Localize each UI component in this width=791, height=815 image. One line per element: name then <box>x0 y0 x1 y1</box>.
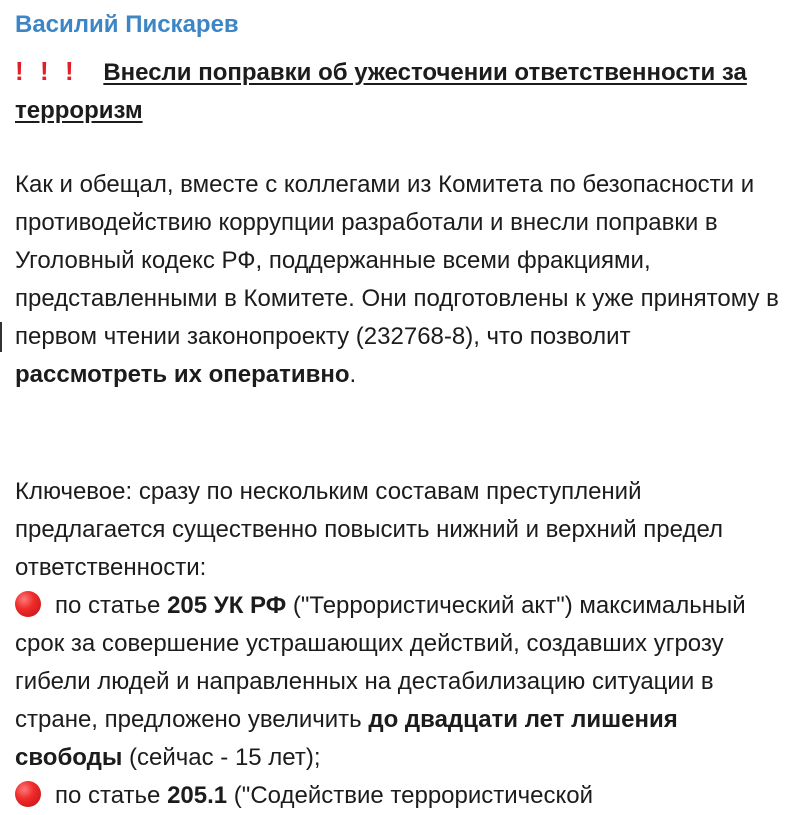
red-circle-icon <box>15 591 41 617</box>
author-name[interactable]: Василий Пискарев <box>15 11 239 38</box>
item-bold: до двадцати лет лишения свободы <box>15 706 678 771</box>
item-text: ("Террористический акт") максимальный срок за совершение устрашающих действий, создавших угрозу гибели людей и направленных на дестабилизацию ситуации в стране, предложено увеличить <box>15 592 746 733</box>
headline <box>15 52 785 130</box>
paragraph-intro <box>15 166 785 394</box>
paragraph-tail: . <box>349 361 357 388</box>
item-text: ("Содействие террористической <box>227 782 594 809</box>
exclamation-icon: ! <box>15 56 24 86</box>
paragraph-bold: рассмотреть их оперативно <box>15 361 350 388</box>
text-cursor <box>0 322 2 352</box>
paragraph-key <box>15 473 785 815</box>
headline-title: Внесли поправки об ужесточении ответственности за терроризм <box>15 59 747 124</box>
red-circle-icon <box>15 781 41 807</box>
item-pre: по статье <box>55 782 168 809</box>
exclamation-icon: ! <box>40 56 49 86</box>
item-tail: (сейчас - 15 лет); <box>122 744 321 771</box>
key-intro: Ключевое: сразу по нескольким составам преступлений предлагается существенно повысить нижний и верхний предел ответственности: <box>15 478 723 581</box>
item-article: 205 УК РФ <box>167 592 287 619</box>
exclamation-marks <box>15 56 90 86</box>
exclamation-icon: ! <box>65 56 74 86</box>
item-article: 205.1 <box>167 782 228 809</box>
item-pre: по статье <box>55 592 168 619</box>
paragraph-text: Как и обещал, вместе с коллегами из Комитета по безопасности и противодействию коррупции разработали и внесли поправки в Уголовный кодекс РФ, поддержанные всеми фракциями, представленными в Комитете. Они подготовлены к уже принятому в первом чтении законопроекту (232768-8), что позволит <box>15 171 779 350</box>
